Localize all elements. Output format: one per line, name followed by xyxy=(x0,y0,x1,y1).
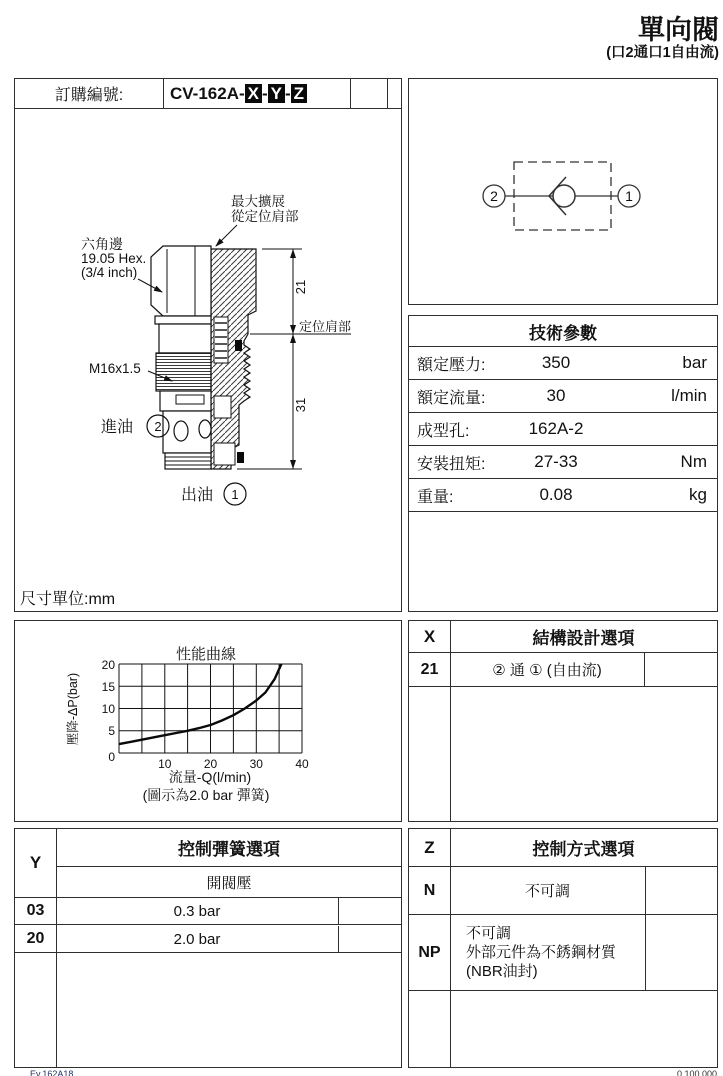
y-tick-labels xyxy=(102,658,116,764)
order-empty-cell-1 xyxy=(351,79,388,108)
poppet-bore xyxy=(214,396,231,418)
tech-value: 30 xyxy=(546,386,566,405)
max-ext-arrow xyxy=(216,225,237,246)
z-desc-line: (NBR油封) xyxy=(466,963,538,980)
y-code-header: Y xyxy=(29,853,42,872)
tech-unit: kg xyxy=(689,485,707,504)
table-row xyxy=(15,926,401,953)
check-valve-symbol xyxy=(409,79,717,304)
ytick-10: 10 xyxy=(101,702,115,716)
tech-label: 成型孔: xyxy=(417,422,470,440)
valve-cross-section xyxy=(15,109,401,583)
table-row xyxy=(409,446,717,479)
outlet-bore xyxy=(214,443,235,465)
table-row xyxy=(409,653,717,687)
z-row-code: N xyxy=(423,881,436,899)
option-z-panel xyxy=(408,828,718,1068)
option-y-panel xyxy=(14,828,402,1068)
tech-unit: bar xyxy=(682,353,707,372)
x-header-row xyxy=(409,621,717,653)
max-ext-line2: 從定位肩部 xyxy=(231,209,299,224)
performance-curve-panel xyxy=(14,620,402,822)
xtick-10: 10 xyxy=(158,757,172,771)
tech-title: 技術參數 xyxy=(409,316,717,347)
ytick-0: 0 xyxy=(108,750,115,764)
z-desc-line: 外部元件為不銹鋼材質 xyxy=(466,944,617,961)
z-row-empty-cell xyxy=(645,915,717,990)
valve-outline xyxy=(151,246,211,469)
dim-21: 21 xyxy=(293,279,308,295)
option-x-panel xyxy=(408,620,718,822)
y-axis-label: 壓降-ΔP(bar) xyxy=(66,672,80,746)
model-prefix: CV-162A- xyxy=(170,83,245,103)
seal-upper xyxy=(235,340,242,351)
tech-params-panel xyxy=(408,315,718,612)
footer-right: 0.100.000 xyxy=(676,1069,717,1076)
table-row xyxy=(409,347,717,380)
tech-unit: l/min xyxy=(671,386,707,405)
dim-31: 31 xyxy=(293,397,308,413)
tech-value: 27-33 xyxy=(534,452,578,471)
table-row xyxy=(409,413,717,446)
outlet-label: 出油 xyxy=(181,487,214,504)
order-row xyxy=(15,79,401,109)
y-row-desc: 2.0 bar xyxy=(173,930,221,948)
sep1: - xyxy=(261,83,268,103)
unit-note: 尺寸單位:mm xyxy=(20,591,116,608)
order-number xyxy=(164,79,351,108)
y-row-empty-cell xyxy=(338,898,401,924)
performance-curve-chart xyxy=(15,621,401,821)
z-desc-line: 不可調 xyxy=(466,925,512,942)
order-label: 訂購編號: xyxy=(15,79,164,108)
table-row xyxy=(15,898,401,925)
z-code-header: Z xyxy=(424,837,435,857)
y-row-code: 03 xyxy=(26,902,45,919)
order-empty-cell-2 xyxy=(388,79,401,108)
x-row-desc: ② 通 ① (自由流) xyxy=(492,662,602,679)
thread-section xyxy=(156,353,211,391)
xtick-40: 40 xyxy=(295,757,309,771)
seal-lower xyxy=(237,452,244,463)
schematic-panel xyxy=(408,78,718,305)
z-row-code: NP xyxy=(418,943,441,961)
x-axis-label: 流量-Q(l/min) xyxy=(168,769,252,785)
y-row-code: 20 xyxy=(26,930,45,947)
outlet-port-number: 1 xyxy=(231,487,239,502)
symbol-port-right: 1 xyxy=(625,188,633,204)
code-x-box: X xyxy=(245,84,262,103)
max-ext-line1: 最大擴展 xyxy=(231,194,285,209)
ytick-15: 15 xyxy=(101,680,115,694)
tech-value: 162A-2 xyxy=(528,419,584,438)
page-subtitle: (口2通口1自由流) xyxy=(606,44,719,61)
spring-bore xyxy=(214,317,228,363)
y-subtitle: 開閥壓 xyxy=(206,875,252,892)
symbol-port-left: 2 xyxy=(490,188,498,204)
table-row xyxy=(409,915,717,991)
shoulder-label: 定位肩部 xyxy=(299,319,352,334)
y-row-desc: 0.3 bar xyxy=(173,902,221,920)
title-block xyxy=(606,16,719,62)
tech-unit: Nm xyxy=(680,452,707,471)
cross-hole-1 xyxy=(174,421,188,441)
x-code-header: X xyxy=(423,626,436,646)
z-row-empty-cell xyxy=(645,867,717,914)
inlet-port-number: 2 xyxy=(154,419,162,434)
performance-curve-line xyxy=(119,664,281,744)
xtick-20: 20 xyxy=(203,757,218,771)
tech-value: 350 xyxy=(541,353,571,372)
x-title: 結構設計選項 xyxy=(532,629,635,648)
code-z-box: Z xyxy=(291,84,307,103)
inlet-label: 進油 xyxy=(101,419,134,436)
hex-label-2: 19.05 Hex. xyxy=(81,251,147,266)
x-row-code: 21 xyxy=(420,660,439,678)
hex-label-1: 六角邊 xyxy=(81,236,123,252)
chart-note: (圖示為2.0 bar 彈簧) xyxy=(142,787,270,803)
z-row-desc xyxy=(450,915,645,990)
thread-label: M16x1.5 xyxy=(89,361,141,376)
ytick-20: 20 xyxy=(101,658,115,672)
z-row-desc: 不可調 xyxy=(524,883,570,900)
chart-title: 性能曲線 xyxy=(175,646,237,663)
cross-hole-2 xyxy=(199,420,211,438)
ytick-5: 5 xyxy=(108,724,115,738)
tech-label: 額定流量: xyxy=(417,389,486,407)
tech-label: 安裝扭矩: xyxy=(417,455,486,473)
code-y-box: Y xyxy=(268,84,285,103)
y-title: 控制彈簧選項 xyxy=(57,829,401,867)
footer-left: Ev.162A18 xyxy=(30,1069,74,1076)
drawing-panel xyxy=(14,78,402,612)
z-header-row xyxy=(409,829,717,867)
valve-section-hatched xyxy=(211,249,256,469)
y-row-empty-cell xyxy=(338,926,401,952)
xtick-30: 30 xyxy=(249,757,263,771)
sep2: - xyxy=(285,83,291,103)
table-row xyxy=(409,380,717,413)
hex-label-3: (3/4 inch) xyxy=(81,265,138,280)
page-title: 單向閥 xyxy=(638,15,719,45)
tech-value: 0.08 xyxy=(539,485,573,504)
tech-label: 額定壓力: xyxy=(417,356,486,374)
x-row-empty-cell xyxy=(644,653,717,686)
z-title: 控制方式選項 xyxy=(532,840,635,859)
tech-label: 重量: xyxy=(417,488,454,506)
table-row xyxy=(409,867,717,915)
hex-head xyxy=(151,246,211,316)
table-row xyxy=(409,479,717,512)
